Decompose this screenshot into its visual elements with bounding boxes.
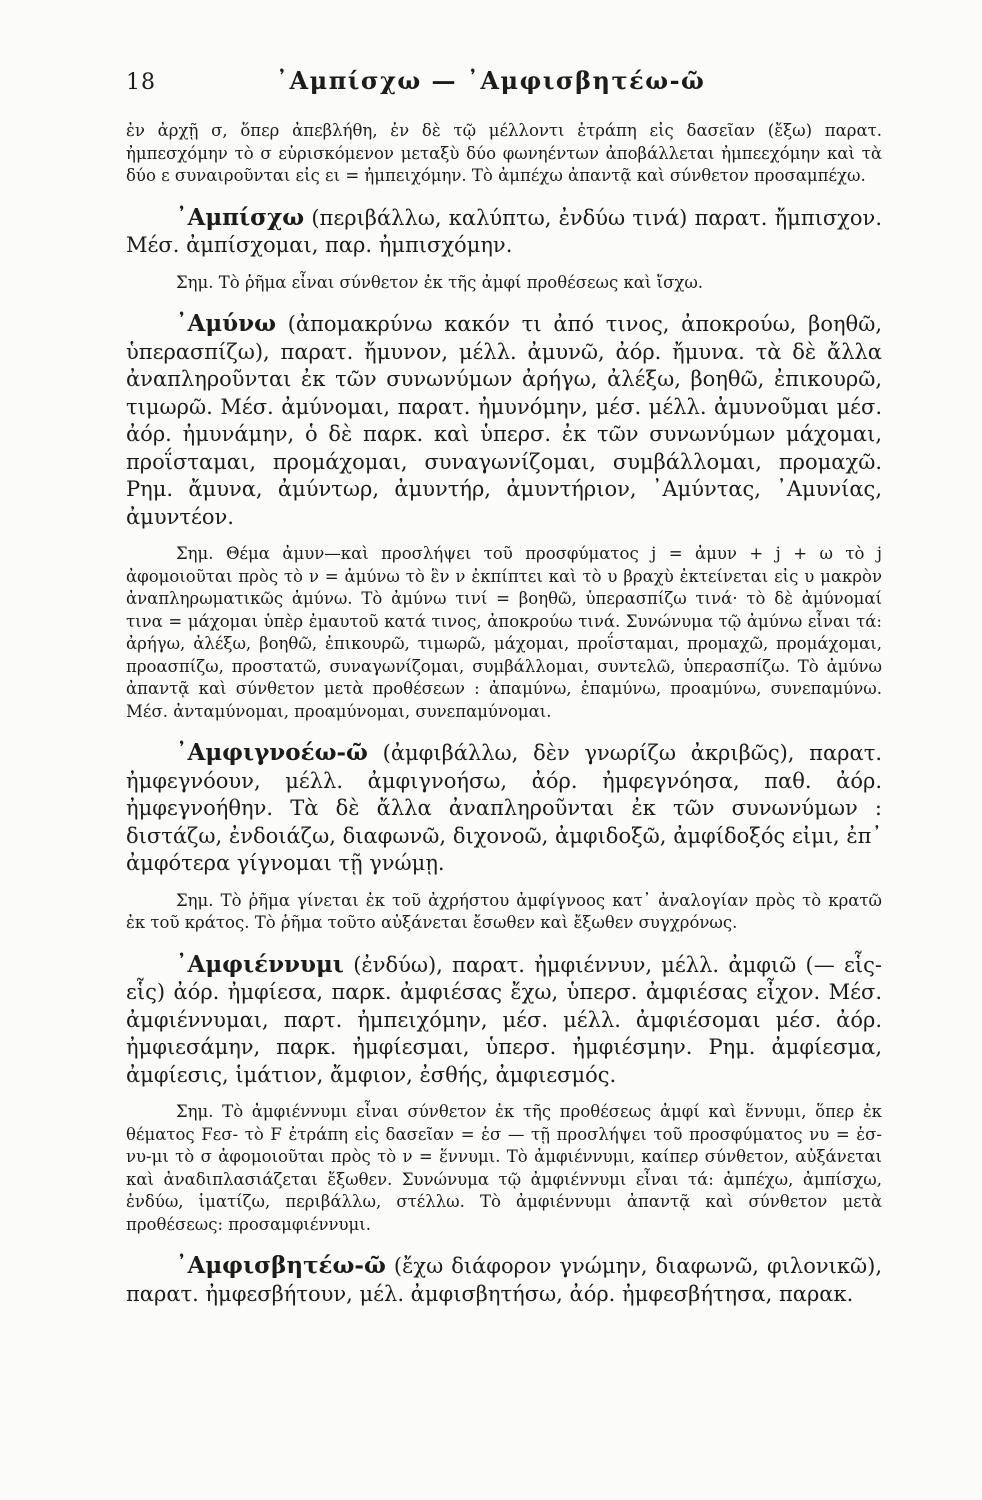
page-content xyxy=(126,120,882,1308)
entry-amyno xyxy=(126,310,882,531)
entry-headword: ᾿Αμύνω xyxy=(176,310,276,337)
entry-amphisbeteo xyxy=(126,1252,882,1308)
entry-text: (ἐνδύω), παρατ. ἠμφιέννυν, μέλλ. ἀμφιῶ (— εἷς-εἷς) ἀόρ. ἠμφίεσα, παρκ. ἀμφιέσας ἔχω, ὑπερσ. ἀμφιέσας εἶχον. Μέσ. ἀμφιέννυμαι, παρτ. ἠμπειχόμην, μέσ. μέλλ. ἀμφιέσομαι μέσ. ἀόρ. ἠμφιεσάμην, παρκ. ἠμφίεσμαι, ὑπερσ. ἠμφιέσμην. Ρημ. ἀμφίεσμα, ἀμφίεσις, ἱμάτιον, ἄμφιον, ἐσθής, ἀμφιεσμός. xyxy=(126,952,882,1087)
entry-text: (ἔχω διάφορον γνώμην, διαφωνῶ, φιλονικῶ), παρατ. ἠμφεσβήτουν, μέλ. ἀμφισβητήσω, ἀόρ. ἠμφεσβήτησα, παρακ. xyxy=(126,1254,882,1306)
page-number: 18 xyxy=(126,70,156,95)
note-paragraph: Σημ. Τὸ ῥῆμα εἶναι σύνθετον ἐκ τῆς ἀμφί προθέσεως καὶ ἴσχω. xyxy=(176,272,704,292)
note-paragraph: Σημ. Θέμα ἀμυν—καὶ προσλήψει τοῦ προσφύματος j = ἀμυν + j + ω τὸ j ἀφομοιοῦται πρὸς τὸ ν = ἀμύνω τὸ ἓν ν ἐκπίπτει καὶ τὸ υ βραχὺ ἐκτείνεται εἰς υ μακρὸν ἀναπληρωματικῶς ἀμύνω. Τὸ ἀμύνω τινί = βοηθῶ, ὑπερασπίζω τινά· τὸ δὲ ἀμύνομαί τινα = μάχομαι ὑπὲρ ἐμαυτοῦ κατά τινος, ἀποκρούω τινά. Συνώνυμα τῷ ἀμύνω εἶναι τά: ἀρήγω, ἀλέξω, βοηθῶ, ἐπικουρῶ, τιμωρῶ, μάχομαι, προΐσταμαι, προμαχῶ, προμάχομαι, προασπίζω, προστατῶ, συναγωνίζομαι, συμβάλλομαι, συντελῶ, ὑπερασπίζω. Τὸ ἀμύνω ἀπαντᾷ καὶ σύνθετον μετὰ προθέσεων : ἀπαμύνω, ἐπαμύνω, προαμύνω, συνεπαμύνω. Μέσ. ἀνταμύνομαι, προαμύνομαι, συνεπαμύνομαι. xyxy=(126,544,882,721)
entry-text: (περιβάλλω, καλύπτω, ἐνδύω τινά) παρατ. ἤμπισχον. Μέσ. ἀμπίσχομαι, παρ. ἠμπισχόμην. xyxy=(126,205,882,257)
entry-amphignoeo xyxy=(126,739,882,878)
note-paragraph: Σημ. Τὸ ῥῆμα γίνεται ἐκ τοῦ ἀχρήστου ἀμφίγνοος κατ᾿ ἀναλογίαν πρὸς τὸ κρατῶ ἐκ τοῦ κράτος. Τὸ ῥῆμα τοῦτο αὐξάνεται ἔσωθεν καὶ ἔξωθεν συγχρόνως. xyxy=(126,890,882,932)
entry-text: (ἀπομακρύνω κακόν τι ἀπό τινος, ἀποκρούω, βοηθῶ, ὑπερασπίζω), παρατ. ἤμυνον, μέλλ. ἀμυνῶ, ἀόρ. ἤμυνα. τὰ δὲ ἄλλα ἀναπληροῦνται ἐκ τῶν συνωνύμων ἀρήγω, ἀλέξω, βοηθῶ, ἐπικουρῶ, τιμωρῶ. Μέσ. ἀμύνομαι, παρατ. ἠμυνόμην, μέσ. μέλλ. ἀμυνοῦμαι μέσ. ἀόρ. ἠμυνάμην, ὁ δὲ παρκ. καὶ ὑπερσ. ἐκ τῶν συνωνύμων μάχομαι, προΐσταμαι, προμάχομαι, συναγωνίζομαι, συμβάλλομαι, προμαχῶ. Ρημ. ἄμυνα, ἀμύντωρ, ἀμυντήρ, ἀμυντήριον, ᾿Αμύντας, ᾿Αμυνίας, ἀμυντέον. xyxy=(126,312,882,529)
note-paragraph: Σημ. Τὸ ἀμφιέννυμι εἶναι σύνθετον ἐκ τῆς προθέσεως ἀμφί καὶ ἕννυμι, ὅπερ ἐκ θέματος Fεσ- τὸ F ἐτράπη εἰς δασεῖαν = ἑσ — τῇ προσλήψει τοῦ προσφύματος νυ = ἑσ-νυ-μι τὸ σ ἀφομοιοῦται πρὸς τὸ ν = ἕννυμι. Τὸ ἀμφιέννυμι, καίπερ σύνθετον, αὐξάνεται καὶ ἀναδιπλασιάζεται ἔξωθεν. Συνώνυμα τῷ ἀμφιέννυμι εἶναι τά: ἀμπέχω, ἀμπίσχω, ἐνδύω, ἱματίζω, περιβάλλω, στέλλω. Τὸ ἀμφιέννυμι ἀπαντᾷ καὶ σύνθετον μετὰ προθέσεως: προσαμφιέννυμι. xyxy=(126,1102,882,1234)
entry-headword: ᾿Αμφιγνοέω-ῶ xyxy=(176,739,368,766)
running-head-title: ᾿Αμπίσχω — ᾿Αμφισβητέω-ῶ xyxy=(276,66,706,95)
entry-text: (ἀμφιβάλλω, δὲν γνωρίζω ἀκριβῶς), παρατ. ἠμφεγνόουν, μέλλ. ἀμφιγνοήσω, ἀόρ. ἠμφεγνόησα, παθ. ἀόρ. ἠμφεγνοήθην. Τὰ δὲ ἄλλα ἀναπληροῦνται ἐκ τῶν συνωνύμων : διστάζω, ἐνδοιάζω, διαφωνῶ, διχονοῶ, ἀμφιδοξῶ, ἀμφίδοξός εἰμι, ἐπ᾿ ἀμφότερα γίγνομαι τῇ γνώμῃ. xyxy=(126,741,882,875)
note-paragraph: ἐν ἀρχῇ σ, ὅπερ ἀπεβλήθη, ἐν δὲ τῷ μέλλοντι ἐτράπη εἰς δασεῖαν (ἔξω) παρατ. ἠμπεσχόμην τὸ σ εὑρισκόμενον μεταξὺ δύο φωνηέντων ἀποβάλλεται ἠμπεεχόμην καὶ τὰ δύο ε συναιροῦνται εἰς ει = ἠμπειχόμην. Τὸ ἀμπέχω ἀπαντᾷ καὶ σύνθετον προσαμπέχω. xyxy=(126,121,882,185)
running-head xyxy=(126,66,882,106)
entry-headword: ᾿Αμφισβητέω-ῶ xyxy=(176,1252,386,1279)
entry-ampischo xyxy=(126,204,882,260)
entry-headword: ᾿Αμπίσχω xyxy=(176,203,305,231)
entry-headword: ᾿Αμφιέννυμι xyxy=(176,950,344,978)
entry-amphiennymi xyxy=(126,951,882,1090)
